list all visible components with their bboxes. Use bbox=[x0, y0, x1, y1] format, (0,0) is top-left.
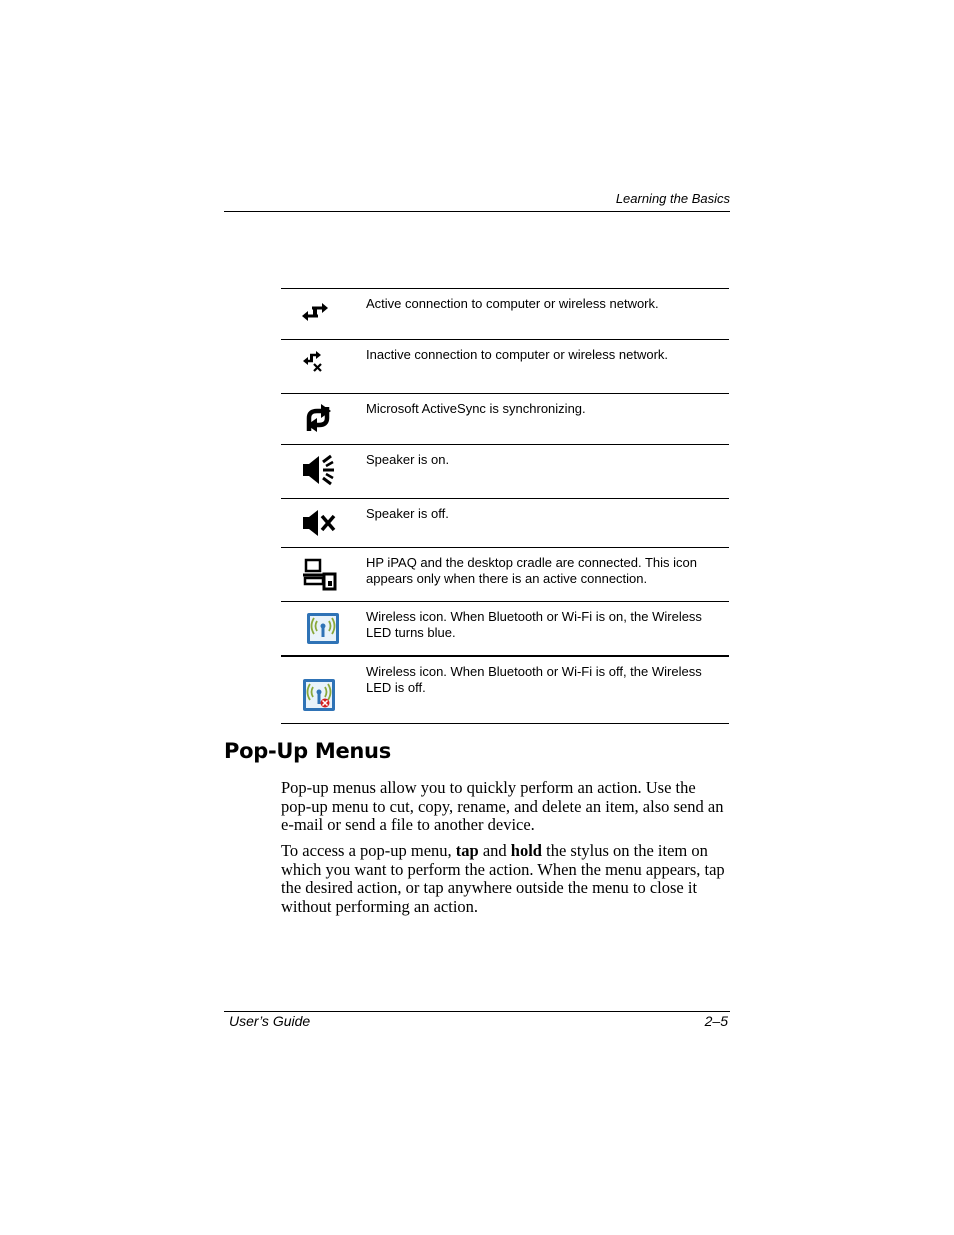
section-title: Pop-Up Menus bbox=[224, 739, 391, 763]
row-description: Speaker is off. bbox=[366, 506, 449, 521]
table-row bbox=[281, 393, 729, 444]
paragraph-text: the stylus on the item on which you want to perform the action. When the menu appears, tap the desired action, or tap anywhere outside the menu to close it without performing an action. bbox=[281, 841, 725, 917]
row-description: Microsoft ActiveSync is synchronizing. bbox=[366, 401, 586, 416]
table-row bbox=[281, 339, 729, 393]
row-description: Wireless icon. When Bluetooth or Wi-Fi is on, the Wireless LED turns blue. bbox=[366, 609, 702, 640]
row-description: Active connection to computer or wireless network. bbox=[366, 296, 659, 311]
table-row bbox=[281, 655, 729, 724]
paragraph-text: To access a pop-up menu, bbox=[281, 841, 456, 860]
row-description: Inactive connection to computer or wireless network. bbox=[366, 347, 669, 362]
table-row bbox=[281, 547, 729, 601]
icon-table bbox=[281, 288, 729, 724]
header-rule bbox=[224, 211, 730, 212]
bold-term-hold: hold bbox=[510, 841, 542, 860]
paragraph: Pop-up menus allow you to quickly perform an action. Use the pop-up menu to cut, copy, rename, and delete an item, also send an e-mail or send a file to another device. bbox=[281, 778, 724, 835]
table-row bbox=[281, 444, 729, 498]
paragraph bbox=[281, 842, 729, 917]
row-description: HP iPAQ and the desktop cradle are connected. This icon appears only when there is an active connection. bbox=[366, 555, 697, 586]
bold-term-tap: tap bbox=[455, 841, 479, 860]
footer-guide-title: User’s Guide bbox=[229, 1013, 311, 1029]
running-header: Learning the Basics bbox=[615, 191, 730, 206]
row-description: Speaker is on. bbox=[366, 452, 450, 467]
row-description: Wireless icon. When Bluetooth or Wi-Fi is off, the Wireless LED is off. bbox=[366, 664, 702, 695]
table-row bbox=[281, 498, 729, 547]
footer-rule bbox=[224, 1011, 730, 1012]
paragraph-text: and bbox=[478, 841, 511, 860]
table-row bbox=[281, 288, 729, 339]
page-number: 2–5 bbox=[704, 1013, 728, 1029]
table-row bbox=[281, 601, 729, 655]
